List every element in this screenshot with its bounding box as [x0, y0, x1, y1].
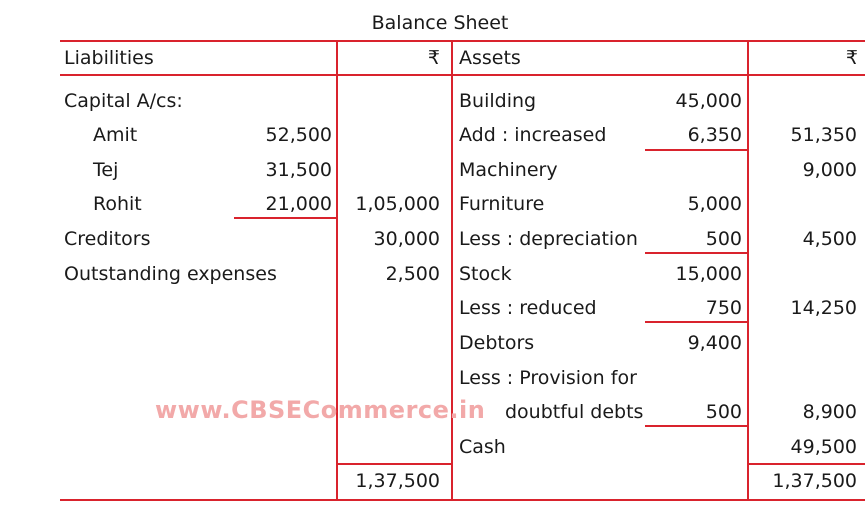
liabilities-total: 1,37,500 [355, 470, 440, 492]
column-divider-middle [451, 40, 453, 500]
capital-subtotal-underline [234, 217, 336, 219]
furniture-total: 4,500 [802, 228, 857, 250]
partner-amount: 52,500 [265, 124, 332, 146]
creditors-amount: 30,000 [373, 228, 440, 250]
cash-amount: 49,500 [790, 436, 857, 458]
cash-label: Cash [459, 436, 506, 458]
debtors-underline [645, 425, 747, 427]
machinery-amount: 9,000 [802, 159, 857, 181]
furniture-label: Furniture [459, 193, 545, 215]
page-title: Balance Sheet [371, 12, 509, 34]
machinery-label: Machinery [459, 159, 558, 181]
debtors-total: 8,900 [802, 401, 857, 423]
furniture-underline [645, 252, 747, 254]
header-bottom-border [60, 74, 865, 76]
header-currency-right: ₹ [845, 47, 858, 69]
table-top-border [60, 40, 865, 42]
building-underline [645, 149, 747, 151]
column-divider-assets-amount [747, 40, 749, 500]
furniture-less-label: Less : depreciation [459, 228, 638, 250]
watermark: www.CBSECommerce.in [155, 396, 486, 424]
stock-underline [645, 321, 747, 323]
debtors-less-label-continued: doubtful debts [505, 401, 644, 423]
capital-total: 1,05,000 [355, 193, 440, 215]
debtors-less-amount: 500 [705, 401, 742, 423]
stock-amount: 15,000 [675, 263, 742, 285]
debtors-amount: 9,400 [687, 332, 742, 354]
stock-less-amount: 750 [705, 297, 742, 319]
building-add-amount: 6,350 [687, 124, 742, 146]
building-total: 51,350 [790, 124, 857, 146]
partner-name: Tej [93, 159, 119, 181]
table-bottom-border [60, 499, 865, 501]
stock-less-label: Less : reduced [459, 297, 597, 319]
header-assets: Assets [459, 47, 521, 69]
header-liabilities: Liabilities [64, 47, 154, 69]
debtors-less-label: Less : Provision for [459, 367, 637, 389]
furniture-amount: 5,000 [687, 193, 742, 215]
outstanding-expenses-amount: 2,500 [385, 263, 440, 285]
furniture-less-amount: 500 [705, 228, 742, 250]
partner-amount: 21,000 [265, 193, 332, 215]
building-add-label: Add : increased [459, 124, 607, 146]
debtors-label: Debtors [459, 332, 535, 354]
header-currency-left: ₹ [427, 47, 440, 69]
stock-label: Stock [459, 263, 512, 285]
assets-total: 1,37,500 [772, 470, 857, 492]
capital-label: Capital A/cs: [64, 90, 183, 112]
outstanding-expenses-label: Outstanding expenses [64, 263, 277, 285]
building-label: Building [459, 90, 537, 112]
creditors-label: Creditors [64, 228, 151, 250]
assets-total-topline [749, 463, 865, 465]
building-amount: 45,000 [675, 90, 742, 112]
partner-amount: 31,500 [265, 159, 332, 181]
liabilities-total-topline [338, 463, 451, 465]
stock-total: 14,250 [790, 297, 857, 319]
partner-name: Rohit [93, 193, 142, 215]
column-divider-liabilities-amount [336, 40, 338, 500]
partner-name: Amit [93, 124, 138, 146]
